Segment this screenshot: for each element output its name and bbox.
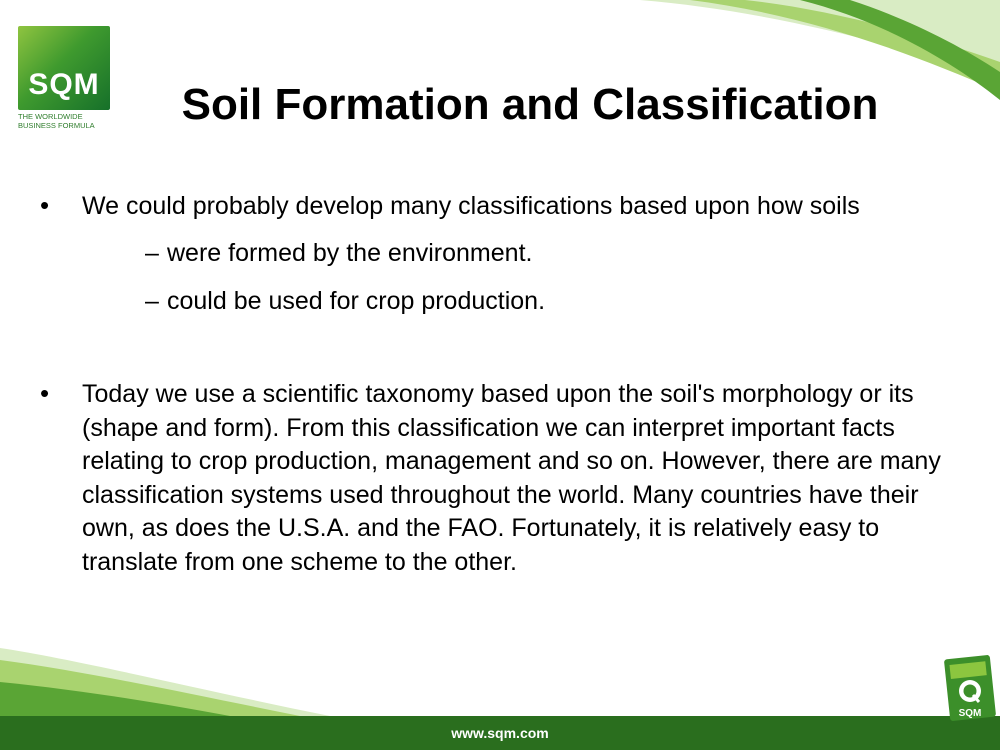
sqm-badge-icon — [944, 655, 996, 721]
bullet-marker: • — [40, 190, 50, 220]
bullet-marker: • — [40, 378, 50, 408]
subitem-dash: – — [145, 287, 159, 315]
subitem-2-text: could be used for crop production. — [167, 287, 546, 315]
bullet-2-text: Today we use a scientific taxonomy based upon the soil's morphology or its (shape and form). From this classification we can interpret important facts relating to crop production, management and so on. However, there are many classification systems used throughout the world. Many countries have their own, as does the U.S.A. and the FAO. Fortunately, it is relatively easy to translate from one scheme to the other. — [82, 380, 941, 576]
logo-wordmark: SQM — [28, 68, 100, 101]
subitem-dash: – — [145, 239, 159, 267]
logo-tagline-line-1: THE WORLDWIDE — [18, 112, 83, 121]
badge-label: SQM — [958, 708, 982, 719]
subitem-1-text: were formed by the environment. — [167, 239, 533, 267]
footer-url: www.sqm.com — [451, 725, 549, 741]
subitem-2 — [145, 285, 545, 318]
sqm-logo — [18, 26, 110, 130]
subitem-1 — [145, 237, 532, 270]
logo-tagline — [18, 112, 110, 130]
bullet-1-text: We could probably develop many classifications based upon how soils — [82, 192, 860, 220]
slide-title: Soil Formation and Classification — [181, 80, 879, 129]
logo-tagline-line-2: BUSINESS FORMULA — [18, 121, 95, 130]
